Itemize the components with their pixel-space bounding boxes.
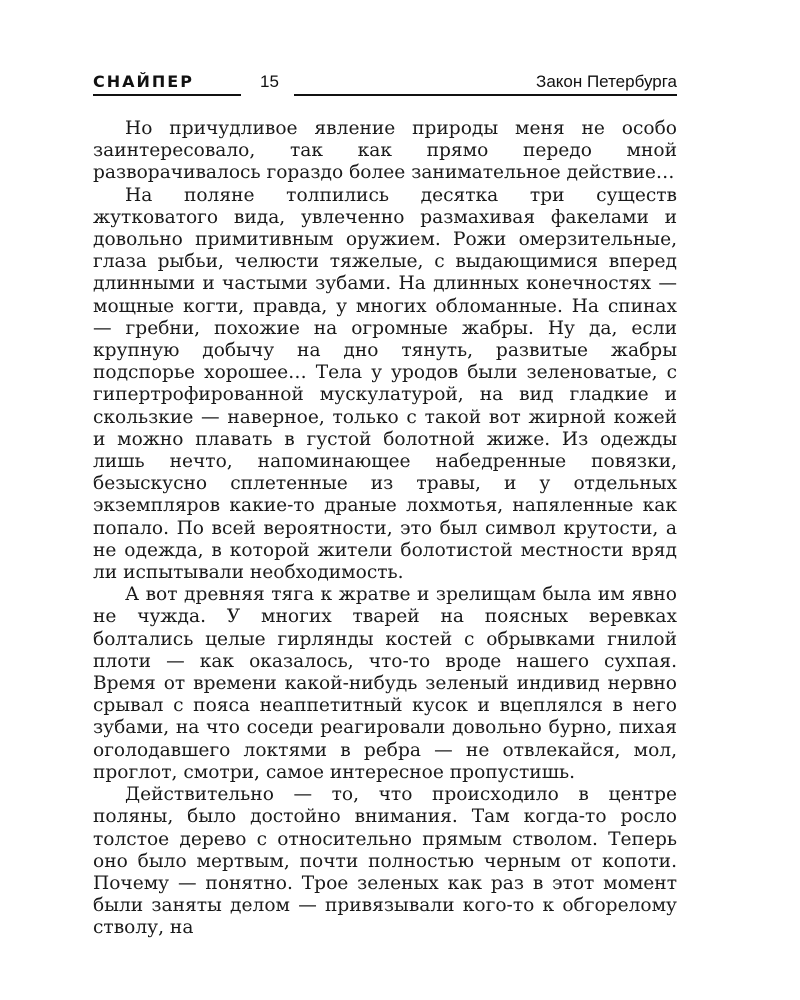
book-title: Закон Петербурга: [536, 72, 677, 91]
paragraph: На поляне толпились десятка три существ жутковатого вида, увлеченно размахивая факелами и довольно примитивным оружием. Рожи омерзительные, глаза рыбьи, челюсти тяжелые, с выдающимися вперед длинными и частыми зубами. На длинных конечностях — мощные когти, правда, у многих обломанные. На спинах — гребни, похожие на огромные жабры. Ну да, если крупную добычу на дно тянуть, развитые жабры подспорье хорошее… Тела у уродов были зеленоватые, с гипертрофированной мускулатурой, на вид гладкие и скользкие — наверное, только с такой вот жирной кожей и можно плавать в густой болотной жиже. Из одежды лишь нечто, напоминающее набедренные повязки, безыскусно сплетенные из травы, и у отдельных экземпляров какие-то драные лохмотья, напяленные как попало. По всей вероятности, это был символ крутости, а не одежда, в которой жители болотистой местности вряд ли испытывали необходимость.: [93, 184, 677, 584]
paragraph: Действительно — то, что происходило в центре поляны, было достойно внимания. Там когда-то росло толстое дерево с относительно прямым стволом. Теперь оно было мертвым, почти полностью черным от копоти. Почему — понятно. Трое зеленых как раз в этот момент были заняты делом — привязывали кого-то к обгорелому стволу, на: [93, 784, 677, 939]
running-header: [93, 72, 677, 100]
header-rule-left: [93, 94, 241, 96]
paragraph: Но причудливое явление природы меня не особо заинтересовало, так как прямо передо мной разворачивалось гораздо более занимательное действие…: [93, 118, 677, 184]
page-number: 15: [260, 72, 279, 91]
series-name: СНАЙПЕР: [93, 72, 194, 91]
header-rule-right: [294, 94, 677, 96]
body-text: [93, 118, 677, 940]
paragraph: А вот древняя тяга к жратве и зрелищам была им явно не чужда. У многих тварей на поясных веревках болтались целые гирлянды костей с обрывками гнилой плоти — как оказалось, что-то вроде нашего сухпая. Время от времени какой-нибудь зеленый индивид нервно срывал с пояса неаппетитный кусок и вцеплялся в него зубами, на что соседи реагировали довольно бурно, пихая оголодавшего локтями в ребра — не отвлекайся, мол, проглот, смотри, самое интересное пропустишь.: [93, 584, 677, 783]
